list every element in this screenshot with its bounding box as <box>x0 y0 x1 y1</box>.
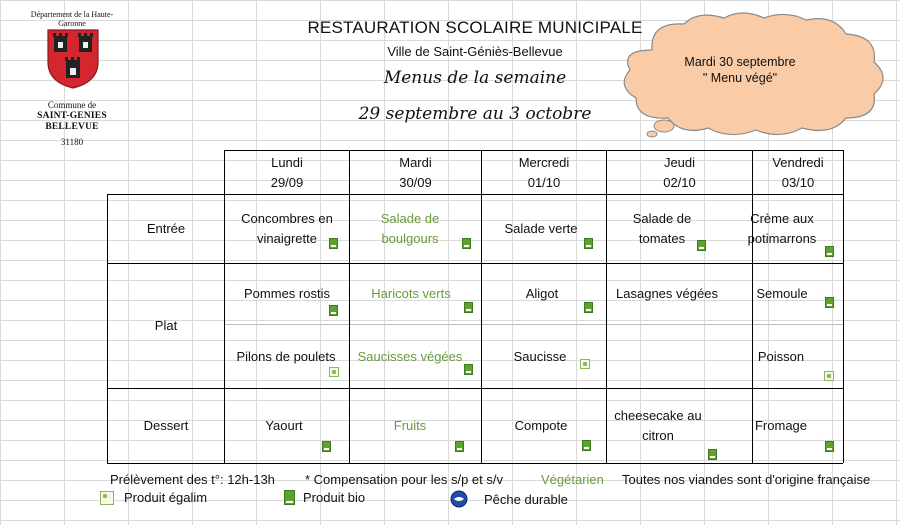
egalim-icon <box>580 359 590 369</box>
department-label: Département de la Haute-Garonne <box>30 10 114 28</box>
day-name: Lundi <box>271 154 303 170</box>
bio-icon <box>322 441 331 452</box>
callout-line2: " Menu végé" <box>702 71 778 85</box>
plat2-lundi: Pilons de poulets <box>236 348 336 364</box>
dessert-mercredi: Compote <box>514 418 568 433</box>
day-name: Mercredi <box>518 154 570 170</box>
day-name: Jeudi <box>663 154 696 170</box>
row-label-entree: Entrée <box>146 221 186 236</box>
legend-bio <box>284 490 365 505</box>
day-date: 03/10 <box>781 174 815 190</box>
day-header-jeudi <box>607 151 752 194</box>
legend-bio-label: Produit bio <box>303 490 366 505</box>
vegetarian-legend: Végétarien <box>541 472 604 487</box>
egalim-icon <box>329 367 339 377</box>
origin-note: Toutes nos viandes sont d'origine française <box>622 472 871 487</box>
day-date: 30/09 <box>399 174 432 190</box>
callout-text <box>640 54 840 86</box>
plat1-mardi: Haricots verts <box>371 286 451 301</box>
egalim-icon <box>824 371 834 381</box>
bio-icon <box>329 238 338 249</box>
plat2-jeudi <box>607 325 752 388</box>
entree-mercredi: Salade verte <box>504 221 578 236</box>
commune-label: Commune de <box>47 100 97 110</box>
egalim-icon <box>100 491 114 505</box>
page-subtitle: Ville de Saint-Géniès-Bellevue <box>387 44 563 59</box>
commune-name: SAINT-GENIES BELLEVUE <box>37 111 107 132</box>
day-header-mardi <box>350 151 481 194</box>
plat2-mercredi: Saucisse <box>513 348 567 364</box>
compensation-note: * Compensation pour les s/p et s/v <box>305 472 503 487</box>
bio-icon <box>825 246 834 257</box>
bio-icon <box>462 238 471 249</box>
bio-icon <box>708 449 717 460</box>
day-header-mercredi <box>482 151 606 194</box>
entree-mardi: Salade de boulgours <box>380 211 440 246</box>
day-name: Vendredi <box>772 154 824 170</box>
menus-title: Menus de la semaine <box>383 68 567 88</box>
bio-icon <box>584 238 593 249</box>
entree-lundi: Concombres en vinaigrette <box>241 211 333 246</box>
bio-icon <box>464 302 473 313</box>
bio-icon <box>284 490 295 505</box>
peche-durable-icon <box>450 490 468 508</box>
day-date: 01/10 <box>527 174 561 190</box>
plat2-mardi: Saucisses végées <box>357 348 463 364</box>
dessert-jeudi: cheesecake au citron <box>614 408 702 443</box>
legend-egalim <box>100 490 207 505</box>
commune-block <box>10 100 134 148</box>
entree-vendredi: Crème aux potimarrons <box>747 211 817 246</box>
plat1-jeudi: Lasagnes végées <box>616 286 718 301</box>
callout-line1: Mardi 30 septembre <box>684 55 796 69</box>
plat1-lundi: Pommes rostis <box>244 286 330 301</box>
bio-icon <box>825 441 834 452</box>
row-label-dessert: Dessert <box>143 418 189 433</box>
plat1-mercredi: Aligot <box>525 286 559 301</box>
day-header-vendredi <box>753 151 843 194</box>
day-date: 02/10 <box>663 174 696 190</box>
date-range: 29 septembre au 3 octobre <box>358 104 592 124</box>
bio-icon <box>697 240 706 251</box>
dessert-vendredi: Fromage <box>754 418 808 433</box>
bio-icon <box>582 440 591 451</box>
legend-egalim-label: Produit égalim <box>124 490 208 505</box>
plat2-vendredi: Poisson <box>757 348 805 364</box>
day-date: 29/09 <box>270 174 304 190</box>
legend-peche <box>450 490 568 508</box>
sampling-note: Prélèvement des t°: 12h-13h <box>110 472 275 487</box>
coat-of-arms-icon <box>46 28 100 90</box>
dessert-lundi: Yaourt <box>265 418 303 433</box>
bio-icon <box>464 364 473 375</box>
bio-icon <box>825 297 834 308</box>
bio-icon <box>455 441 464 452</box>
dessert-mardi: Fruits <box>393 418 427 433</box>
page-title: RESTAURATION SCOLAIRE MUNICIPALE <box>307 18 643 37</box>
bio-icon <box>584 302 593 313</box>
row-label-plat: Plat <box>154 318 178 333</box>
day-header-lundi <box>225 151 349 194</box>
day-name: Mardi <box>399 154 432 170</box>
legend-peche-label: Pêche durable <box>484 491 568 507</box>
commune-postcode: 31180 <box>60 137 84 147</box>
entree-jeudi: Salade de tomates <box>632 211 692 246</box>
plat1-vendredi: Semoule <box>756 286 808 301</box>
bio-icon <box>329 305 338 316</box>
